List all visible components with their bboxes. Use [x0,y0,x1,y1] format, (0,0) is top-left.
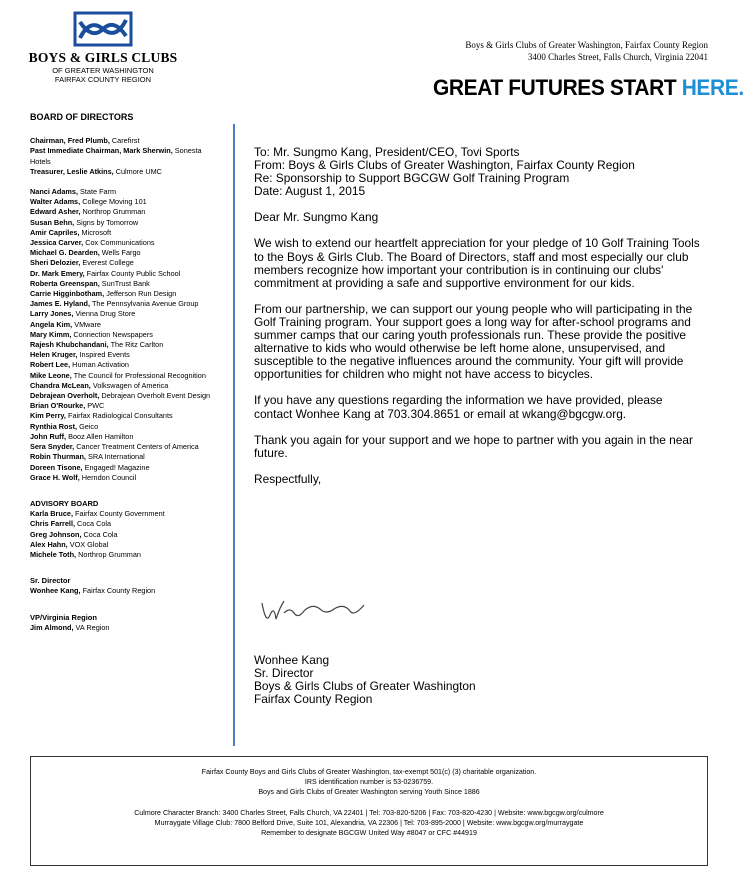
signer-title: Sr. Director [254,666,314,681]
board-member-entry: Rynthia Rost, Geico [30,421,99,431]
officers-list [30,136,220,177]
board-member-entry: Chairman, Fred Plumb, Carefirst [30,136,140,146]
clasped-hands-logo-icon [72,10,134,48]
memo-re: Re: Sponsorship to Support BGCGW Golf Training Program [254,171,570,186]
signer-org: Boys & Girls Clubs of Greater Washington [254,679,476,694]
letter-body [254,146,704,499]
board-member-entry: Chris Farrell, Coca Cola [30,519,112,529]
logo [28,10,178,84]
board-member-entry: Brian O'Rourke, PWC [30,401,105,411]
board-member-entry: Robin Thurman, SRA International [30,452,145,462]
board-member-entry: Rajesh Khubchandani, The Ritz Carlton [30,340,164,350]
advisory-title: ADVISORY BOARD [30,498,99,508]
org-street-line: 3400 Charles Street, Falls Church, Virginia 22041 [527,52,708,62]
memo-date: Date: August 1, 2015 [254,184,366,199]
board-member-entry: Kim Perry, Fairfax Radiological Consultants [30,411,173,421]
signer-region: Fairfax County Region [254,692,373,707]
board-member-entry: Jessica Carver, Cox Communications [30,238,155,248]
board-member-entry: Doreen Tisone, Engaged! Magazine [30,462,150,472]
board-member-entry: Treasurer, Leslie Atkins, Culmore UMC [30,166,162,176]
board-member-entry: Larry Jones, Vienna Drug Store [30,309,136,319]
board-member-entry: Michele Toth, Northrop Grumman [30,549,141,559]
logo-subtitle: OF GREATER WASHINGTON [52,66,154,75]
board-member-entry: Sheri Delozier, Everest College [30,258,134,268]
footer-line: Culmore Character Branch: 3400 Charles Street, Falls Church, VA 22401 | Tel: 703-820-5206 | Fax: 703-820-4230 | Website: www.bgcgw.org/culmore [134,809,604,817]
board-member-entry: Mike Leone, The Council for Professional Recognition [30,370,206,380]
board-member-entry: Angela Kim, VMware [30,319,101,329]
board-member-entry: Sera Snyder, Cancer Treatment Centers of America [30,442,199,452]
board-member-entry: Alex Hahn, VOX Global [30,539,109,549]
board-member-entry: Past Immediate Chairman, Mark Sherwin, Sonesta Hotels [30,146,202,166]
board-member-entry: Robert Lee, Human Activation [30,360,129,370]
board-member-entry: Debrajean Overholt, Debrajean Overholt Event Design [30,391,211,401]
footer-line: Murraygate Village Club: 7800 Belford Drive, Suite 101, Alexandria, VA 22306 | Tel: 703-895-2000 | Website: www.bgcgw.org/murraygate [154,819,584,827]
footer-box [30,756,708,866]
board-member-entry: Grace H. Wolf, Herndon Council [30,472,137,482]
logo-name: BOYS & GIRLS CLUBS [28,50,178,65]
footer-line: Fairfax County Boys and Girls Clubs of Greater Washington, tax-exempt 501(c) (3) charitable organization. [201,768,537,776]
signature-block [254,654,476,706]
tagline-accent: HERE. [681,75,744,100]
footer-line: Boys and Girls Clubs of Greater Washington serving Youth Since 1886 [258,788,480,796]
memo-to: To: Mr. Sungmo Kang, President/CEO, Tovi Sports [254,145,520,159]
director-title: Sr. Director [30,576,71,586]
members-list [30,187,220,483]
board-member-entry: Mary Kimm, Connection Newspapers [30,329,153,339]
board-member-entry: Edward Asher, Northrop Grumman [30,207,146,217]
tagline [433,75,744,101]
paragraph-3: If you have any questions regarding the information we have provided, please contact Wonhee Kang at 703.304.8651 or email at wkang@bgcgw.org. [254,393,663,421]
board-member-entry: Michael G. Dearden, Wells Fargo [30,248,141,258]
board-member-entry: Karla Bruce, Fairfax County Government [30,509,165,519]
paragraph-1: We wish to extend our heartfelt appreciation for your pledge of 10 Golf Training Tools to the Boys & Girls Club. The Board of Directors, staff and most especially our club members recognize how important your contribution is in continuing our clubs' commitment at providing a safe and supportive environment for our kids. [254,236,700,290]
vp-entry: Jim Almond, VA Region [30,622,110,632]
board-sidebar [30,112,220,633]
logo-region: FAIRFAX COUNTY REGION [54,75,152,84]
salutation: Dear Mr. Sungmo Kang [254,210,379,225]
org-name-line: Boys & Girls Clubs of Greater Washington, Fairfax County Region [465,40,708,50]
memo-from: From: Boys & Girls Clubs of Greater Washington, Fairfax County Region [254,158,635,173]
tagline-main: GREAT FUTURES START [433,75,682,100]
org-address [465,39,708,63]
divider-line [233,124,235,746]
closing: Respectfully, [254,471,322,486]
board-member-entry: Roberta Greenspan, SunTrust Bank [30,278,150,288]
board-title: BOARD OF DIRECTORS [30,112,134,122]
footer-line: IRS identification number is 53-0236759. [304,778,434,786]
board-member-entry: Nanci Adams, State Farm [30,187,117,197]
vp-title: VP/Virginia Region [30,612,97,622]
board-member-entry: Chandra McLean, Volkswagen of America [30,380,169,390]
director-entry: Wonhee Kang, Fairfax County Region [30,586,156,596]
board-member-entry: Greg Johnson, Coca Cola [30,529,118,539]
paragraph-4: Thank you again for your support and we hope to partner with you again in the near future. [254,432,693,460]
board-member-entry: James E. Hyland, The Pennsylvania Avenue Group [30,299,199,309]
board-member-entry: Carrie Higginbotham, Jefferson Run Design [30,289,177,299]
signer-name: Wonhee Kang [254,653,330,667]
board-member-entry: Dr. Mark Emery, Fairfax County Public School [30,268,181,278]
board-member-entry: Helen Kruger, Inspired Events [30,350,130,360]
signature-image [254,585,374,630]
board-member-entry: John Ruff, Booz Allen Hamilton [30,431,134,441]
memo-header [254,146,704,198]
advisory-list [30,509,220,560]
board-member-entry: Amir Capriles, Microsoft [30,227,112,237]
board-member-entry: Walter Adams, College Moving 101 [30,197,147,207]
footer-line: Remember to designate BGCGW United Way #8047 or CFC #44919 [261,829,477,837]
board-member-entry: Susan Behn, Signs by Tomorrow [30,217,139,227]
paragraph-2: From our partnership, we can support our young people who will participating in the Golf Training program. Your support goes a long way for after-school programs and summer camps that our caring youth professionals run. These provide the positive alternative to kids who would otherwise be left home alone, unsupervised, and susceptible to the negative influences around the community. Your gift will provide opportunities for children who might not have access to bicycles. [254,301,693,382]
